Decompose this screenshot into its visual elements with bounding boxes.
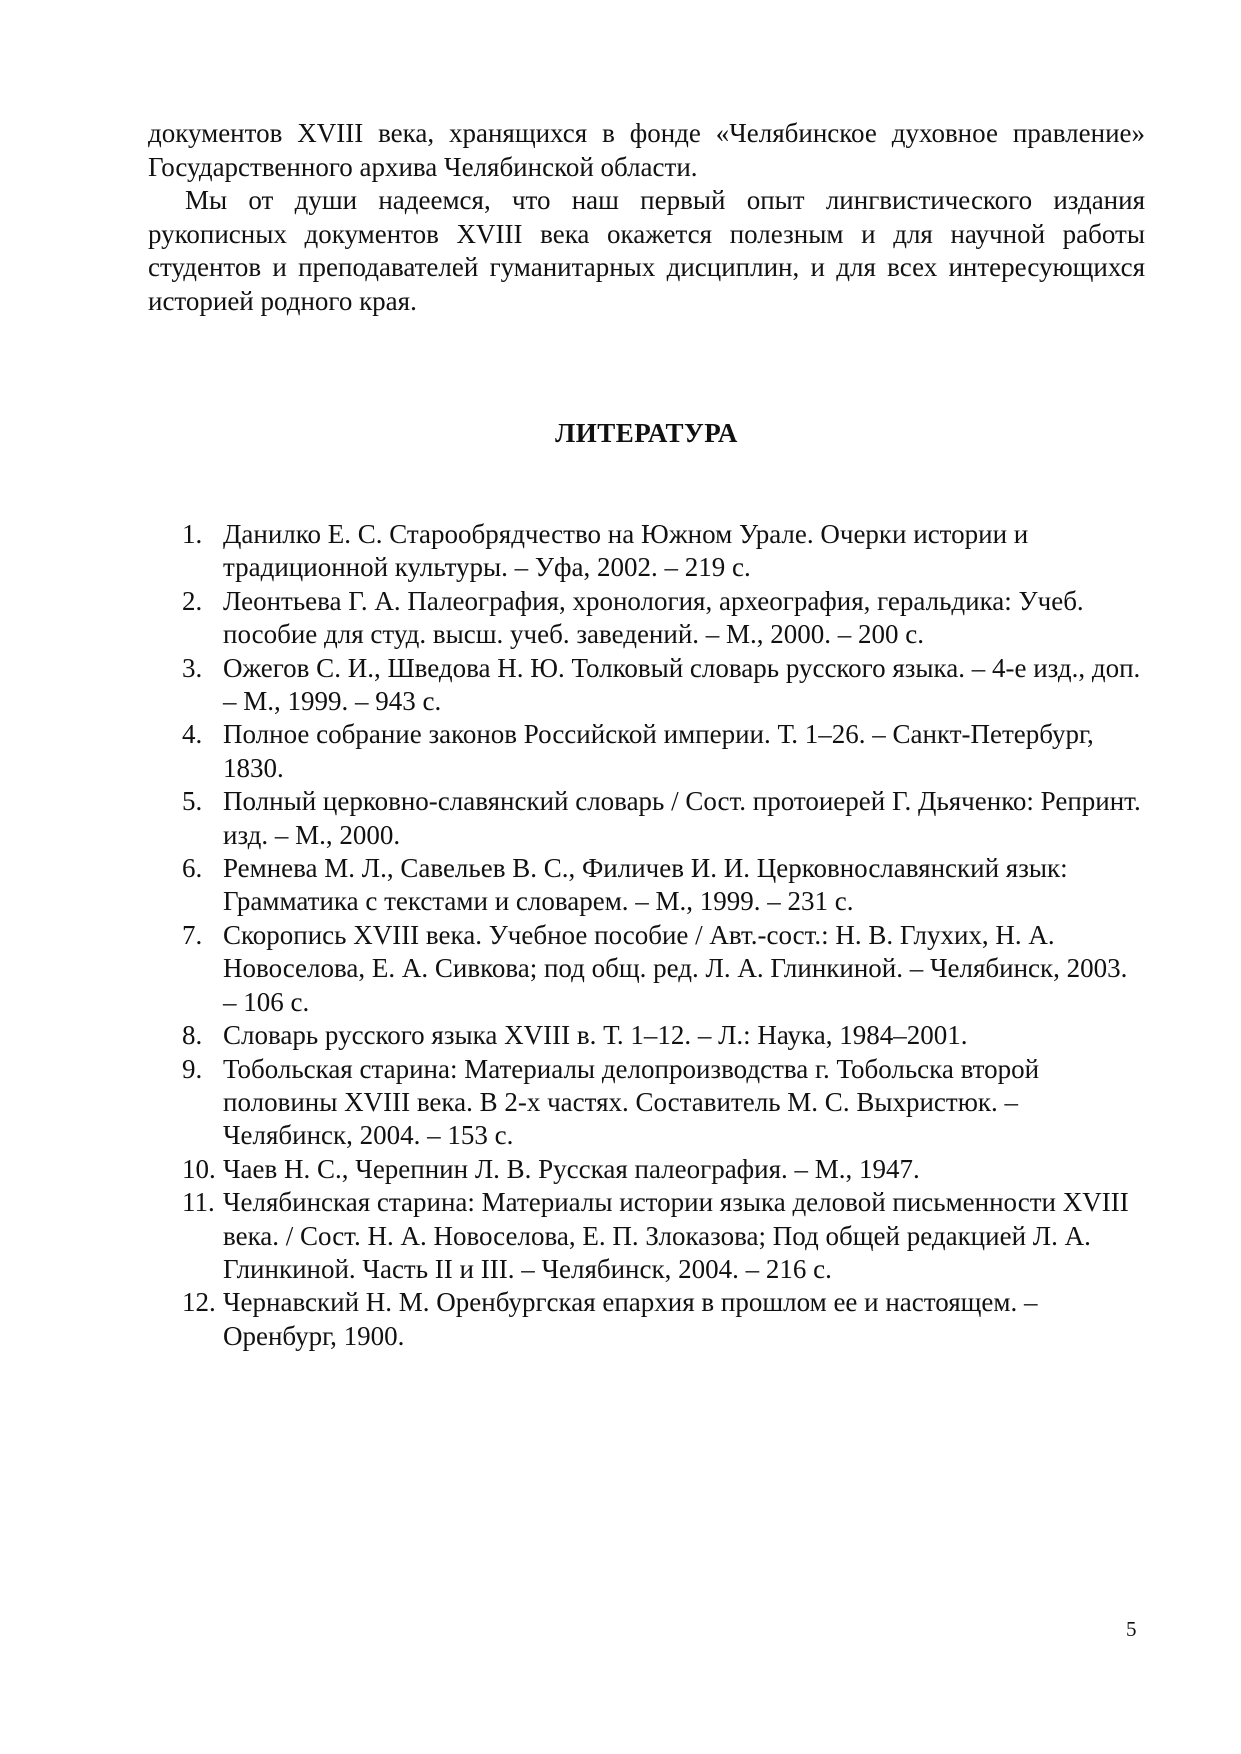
reference-number: 2. — [182, 585, 203, 616]
reference-text: Ремнева М. Л., Савельев В. С., Филичев И. И. Церковнославянский язык: Грамматика с текстами и словарем. – М., 1999. – 231 с. — [223, 853, 1068, 917]
reference-item — [148, 718, 1145, 785]
reference-number: 4. — [182, 719, 203, 750]
reference-number: 7. — [182, 919, 203, 950]
reference-item — [148, 585, 1145, 652]
reference-number: 10. — [182, 1153, 216, 1184]
reference-item — [148, 1153, 1145, 1186]
reference-item — [148, 652, 1145, 719]
reference-text: Леонтьева Г. А. Палеография, хронология, археография, геральдика: Учеб. пособие для студ. высш. учеб. заведений. – М., 2000. – 200 с. — [223, 585, 1084, 650]
page-number: 5 — [1126, 1617, 1137, 1641]
intro-paragraph-2: Мы от души надеемся, что наш первый опыт лингвистического издания рукописных документов XVIII века окажется полезным и для научной работы студентов и преподавателей гуманитарных дисциплин, и для всех интересующихся историей родного края. — [148, 185, 1145, 316]
intro-paragraph-1: документов XVIII века, хранящихся в фонде «Челябинское духовное правление» Государственного архива Челябинской области. — [148, 118, 1145, 182]
reference-number: 3. — [182, 652, 203, 683]
reference-item — [148, 518, 1145, 585]
reference-item — [148, 852, 1145, 919]
reference-text: Скоропись XVIII века. Учебное пособие / Авт.-сост.: Н. В. Глухих, Н. А. Новоселова, Е. А. Сивкова; под общ. ред. Л. А. Глинкиной. – Челябинск, 2003. – 106 с. — [223, 919, 1128, 1017]
reference-text: Чаев Н. С., Черепнин Л. В. Русская палеография. – М., 1947. — [223, 1153, 920, 1184]
reference-item — [148, 1186, 1145, 1286]
reference-item — [148, 919, 1145, 1019]
reference-text: Тобольская старина: Материалы делопроизводства г. Тобольска второй половины XVIII века. В 2-х частях. Составитель М. С. Выхристюк. – Челябинск, 2004. – 153 с. — [223, 1053, 1040, 1151]
reference-item — [148, 1053, 1145, 1153]
intro-text — [148, 117, 1145, 319]
reference-item — [148, 1019, 1145, 1052]
reference-text: Полный церковно-славянский словарь / Сост. протоиерей Г. Дьяченко: Репринт. изд. – М., 2000. — [223, 786, 1141, 850]
reference-number: 12. — [182, 1287, 216, 1318]
reference-text: Данилко Е. С. Старообрядчество на Южном Урале. Очерки истории и традиционной культуры. – Уфа, 2002. – 219 с. — [223, 519, 1029, 583]
reference-number: 11. — [182, 1187, 215, 1218]
reference-number: 8. — [182, 1020, 203, 1051]
reference-number: 9. — [182, 1053, 203, 1084]
reference-text: Чернавский Н. М. Оренбургская епархия в прошлом ее и настоящем. – Оренбург, 1900. — [223, 1287, 1038, 1351]
reference-list — [148, 518, 1145, 1353]
section-title: ЛИТЕРАТУРА — [555, 418, 738, 448]
reference-number: 6. — [182, 853, 203, 884]
reference-number: 1. — [182, 519, 203, 549]
reference-item — [148, 785, 1145, 852]
reference-number: 5. — [182, 786, 203, 817]
reference-text: Полное собрание законов Российской империи. Т. 1–26. – Санкт-Петербург, 1830. — [223, 719, 1094, 783]
reference-text: Ожегов С. И., Шведова Н. Ю. Толковый словарь русского языка. – 4-е изд., доп. – М., 1999. – 943 с. — [223, 652, 1141, 717]
reference-text: Словарь русского языка XVIII в. Т. 1–12. – Л.: Наука, 1984–2001. — [223, 1020, 968, 1051]
reference-text: Челябинская старина: Материалы истории языка деловой письменности XVIII века. / Сост. Н. А. Новоселова, Е. П. Злоказова; Под общей редакцией Л. А. Глинкиной. Часть II и III. – Челябинск, 2004. – 216 с. — [223, 1187, 1129, 1284]
reference-item — [148, 1286, 1145, 1353]
